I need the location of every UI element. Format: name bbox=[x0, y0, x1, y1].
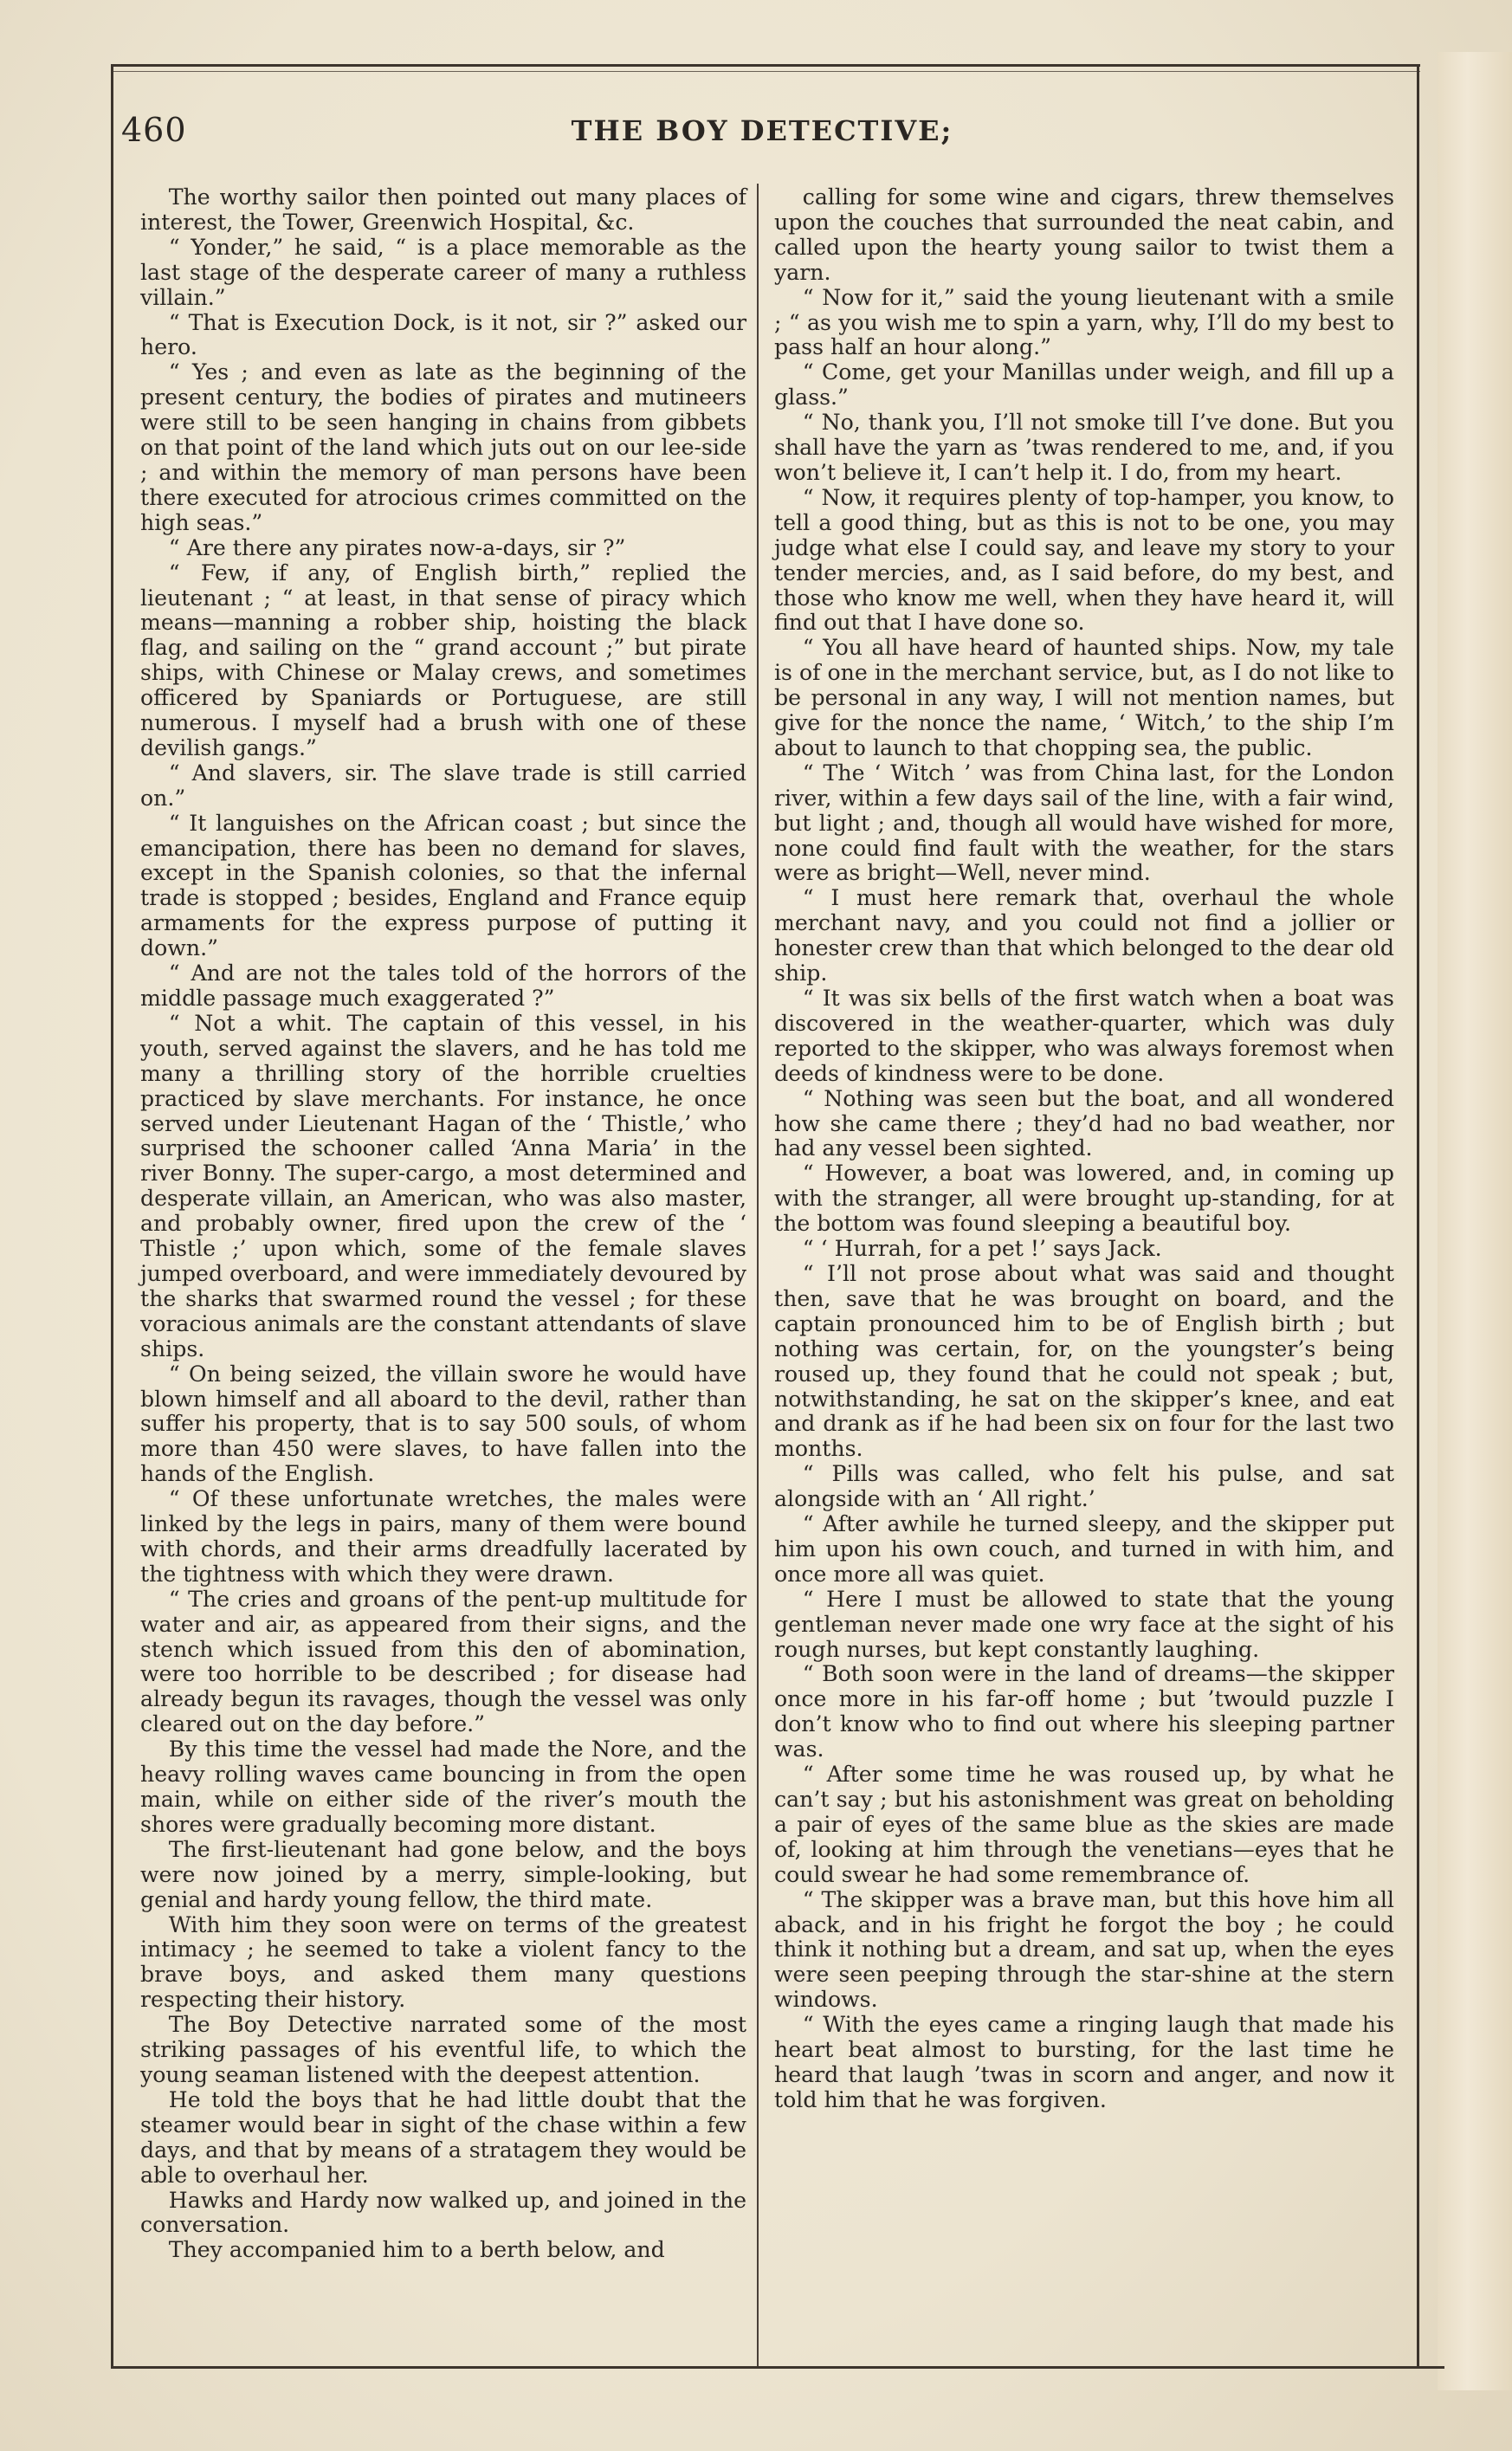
paragraph: “ Pills was called, who felt his pulse, and sat alongside with an ‘ All right.’ bbox=[774, 1461, 1394, 1512]
paragraph: “ I must here remark that, overhaul the whole merchant navy, and you could not find a jollier or honester crew than that which belonged to the dear old ship. bbox=[774, 885, 1394, 986]
paragraph: “ Here I must be allowed to state that the young gentleman never made one wry face at the sight of his rough nurses, but kept constantly laughing. bbox=[774, 1586, 1394, 1662]
paragraph: “ Of these unfortunate wretches, the males were linked by the legs in pairs, many of them were bound with chords, and their arms dreadfully lacerated by the tightness with which they were drawn. bbox=[140, 1486, 746, 1587]
paragraph: The first-lieutenant had gone below, and the boys were now joined by a merry, simple-looking, but genial and hardy young fellow, the third mate. bbox=[140, 1836, 746, 1912]
top-rule-thin bbox=[111, 71, 1420, 72]
paragraph: calling for some wine and cigars, threw themselves upon the couches that surrounded the neat cabin, and called upon the hearty young sailor to twist them a yarn. bbox=[774, 184, 1394, 285]
page-number: 460 bbox=[121, 111, 187, 149]
paragraph: “ Not a whit. The captain of this vessel, in his youth, served against the slavers, and he has told me many a thrilling story of the horrible cruelties practiced by slave merchants. For instance, he once served under Lieutenant Hagan of the ‘ Thistle,’ who surprised the schooner called ‘Anna Maria’ in the river Bonny. The super-cargo, a most determined and desperate villain, an American, who was also master, and probably owner, fired upon the crew of the ‘ Thistle ;’ upon which, some of the female slaves jumped overboard, and were immediately devoured by the sharks that swarmed round the vessel ; for these voracious animals are the constant attendants of slave ships. bbox=[140, 1010, 746, 1361]
paragraph: “ The cries and groans of the pent-up multitude for water and air, as appeared from their signs, and the stench which issued from this den of abomination, were too horrible to be described ; for disease had already begun its ravages, though the vessel was only cleared out on the day before.” bbox=[140, 1586, 746, 1737]
left-column bbox=[140, 185, 746, 2263]
paragraph: He told the boys that he had little doubt that the steamer would bear in sight of the chase within a few days, and that by means of a stratagem they would be able to overhaul her. bbox=[140, 2086, 746, 2188]
right-frame-rule bbox=[1417, 66, 1419, 2366]
paragraph: “ On being seized, the villain swore he would have blown himself and all aboard to the devil, rather than suffer his property, that is to say 500 souls, of whom more than 450 were slaves, to have fallen into the hands of the English. bbox=[140, 1361, 746, 1487]
paragraph: “ It was six bells of the first watch when a boat was discovered in the weather-quarter, which was duly reported to the skipper, who was always foremost when deeds of kindness were to be done. bbox=[774, 986, 1394, 1086]
paragraph: “ It languishes on the African coast ; but since the emancipation, there has been no demand for slaves, except in the Spanish colonies, so that the infernal trade is stopped ; besides, England and France equip armaments for the express purpose of putting it down.” bbox=[140, 810, 746, 961]
running-title: THE BOY DETECTIVE; bbox=[571, 114, 953, 147]
paragraph: They accompanied him to a berth below, and bbox=[168, 2237, 665, 2263]
paragraph: “ I’ll not prose about what was said and thought then, save that he was brought on board, and the captain pronounced him to be of English birth ; but nothing was certain, for, on the youngster’s being roused up, they found that he could not speak ; but, notwithstanding, he sat on the skipper’s knee, and eat and drank as if he had been six on four for the last two months. bbox=[774, 1260, 1394, 1462]
paragraph: “ Few, if any, of English birth,” replied the lieutenant ; “ at least, in that sense of piracy which means—manning a robber ship, hoisting the black flag, and sailing on the “ grand account ;” but pirate ships, with Chinese or Malay crews, and sometimes officered by Spaniards or Portuguese, are still numerous. I myself had a brush with one of these devilish gangs.” bbox=[140, 559, 746, 760]
paragraph: “ You all have heard of haunted ships. Now, my tale is of one in the merchant service, but, as I do not like to be personal in any way, I will not mention names, but give for the nonce the name, ‘ Witch,’ to the ship I’m about to launch to that chopping sea, the public. bbox=[774, 635, 1394, 760]
paragraph: “ And are not the tales told of the horrors of the middle passage much exaggerated ?” bbox=[140, 960, 746, 1011]
paragraph: Hawks and Hardy now walked up, and joined in the conversation. bbox=[140, 2187, 746, 2238]
paragraph: “ Yonder,” he said, “ is a place memorable as the last stage of the desperate career of many a ruthless villain.” bbox=[140, 234, 746, 310]
paragraph: “ Nothing was seen but the boat, and all wondered how she came there ; they’d had no bad weather, nor had any vessel been sighted. bbox=[774, 1085, 1394, 1161]
top-rule bbox=[111, 64, 1420, 67]
paragraph: “ And slavers, sir. The slave trade is still carried on.” bbox=[140, 760, 746, 811]
paragraph: “ Come, get your Manillas under weigh, and fill up a glass.” bbox=[774, 359, 1394, 411]
right-column bbox=[774, 185, 1394, 2113]
paragraph: The worthy sailor then pointed out many places of interest, the Tower, Greenwich Hospital, &c. bbox=[140, 184, 746, 235]
paragraph: “ No, thank you, I’ll not smoke till I’ve done. But you shall have the yarn as ’twas rendered to me, and, if you won’t believe it, I can’t help it. I do, from my heart. bbox=[774, 410, 1394, 485]
paragraph: “ The ‘ Witch ’ was from China last, for the London river, within a few days sail of the line, with a fair wind, but light ; and, though all would have wished for more, none could find fault with the weather, for the stars were as bright—Well, never mind. bbox=[774, 760, 1394, 886]
paragraph: “ Now, it requires plenty of top-hamper, you know, to tell a good thing, but as this is not to be one, you may judge what else I could say, and leave my story to your tender mercies, and, as I said before, do my best, and those who know me well, when they have heard it, will find out that I have done so. bbox=[774, 484, 1394, 636]
paragraph: “ Now for it,” said the young lieutenant with a smile ; “ as you wish me to spin a yarn, why, I’ll do my best to pass half an hour along.” bbox=[774, 284, 1394, 360]
paragraph: “ That is Execution Dock, is it not, sir ?” asked our hero. bbox=[140, 309, 746, 360]
paragraph: By this time the vessel had made the Nore, and the heavy rolling waves came bouncing in from the open main, while on either side of the river’s mouth the shores were gradually becoming more distant. bbox=[140, 1736, 746, 1837]
paragraph: “ ‘ Hurrah, for a pet !’ says Jack. bbox=[802, 1236, 1162, 1262]
paragraph: “ After awhile he turned sleepy, and the skipper put him upon his own couch, and turned in with him, and once more all was quiet. bbox=[774, 1511, 1394, 1587]
paragraph: “ With the eyes came a ringing laugh that made his heart beat almost to bursting, for the last time he heard that laugh ’twas in scorn and anger, and now it told him that he was forgiven. bbox=[774, 2012, 1394, 2112]
paragraph: “ Are there any pirates now-a-days, sir ?” bbox=[168, 534, 626, 560]
paragraph: “ The skipper was a brave man, but this hove him all aback, and in his fright he forgot the boy ; he could think it nothing but a dream, and sat up, when the eyes were seen peeping through the star-shine at the stern windows. bbox=[774, 1886, 1394, 2013]
bottom-rule bbox=[111, 2366, 1444, 2369]
paragraph: “ Yes ; and even as late as the beginning of the present century, the bodies of pirates and mutineers were still to be seen hanging in chains from gibbets on that point of the land which juts out on our lee-side ; and within the memory of man persons have been there executed for atrocious crimes committed on the high seas.” bbox=[140, 359, 746, 535]
left-frame-rule bbox=[111, 66, 113, 2366]
column-divider bbox=[757, 184, 759, 2366]
facing-page-edge bbox=[1438, 52, 1512, 2390]
paragraph: With him they soon were on terms of the greatest intimacy ; he seemed to take a violent fancy to the brave boys, and asked them many questions respecting their history. bbox=[140, 1911, 746, 2013]
paragraph: The Boy Detective narrated some of the most striking passages of his eventful life, to which the young seaman listened with the deepest attention. bbox=[140, 2012, 746, 2087]
paragraph: “ After some time he was roused up, by what he can’t say ; but his astonishment was great on beholding a pair of eyes of the same blue as the skies are made of, looking at him through the venetians—eyes that he could swear he had some remembrance of. bbox=[774, 1762, 1394, 1887]
paragraph: “ Both soon were in the land of dreams—the skipper once more in his far-off home ; but ’twould puzzle I don’t know who to find out where his sleeping partner was. bbox=[774, 1661, 1394, 1762]
paragraph: “ However, a boat was lowered, and, in coming up with the stranger, all were brought up-standing, for at the bottom was found sleeping a beautiful boy. bbox=[774, 1161, 1394, 1237]
